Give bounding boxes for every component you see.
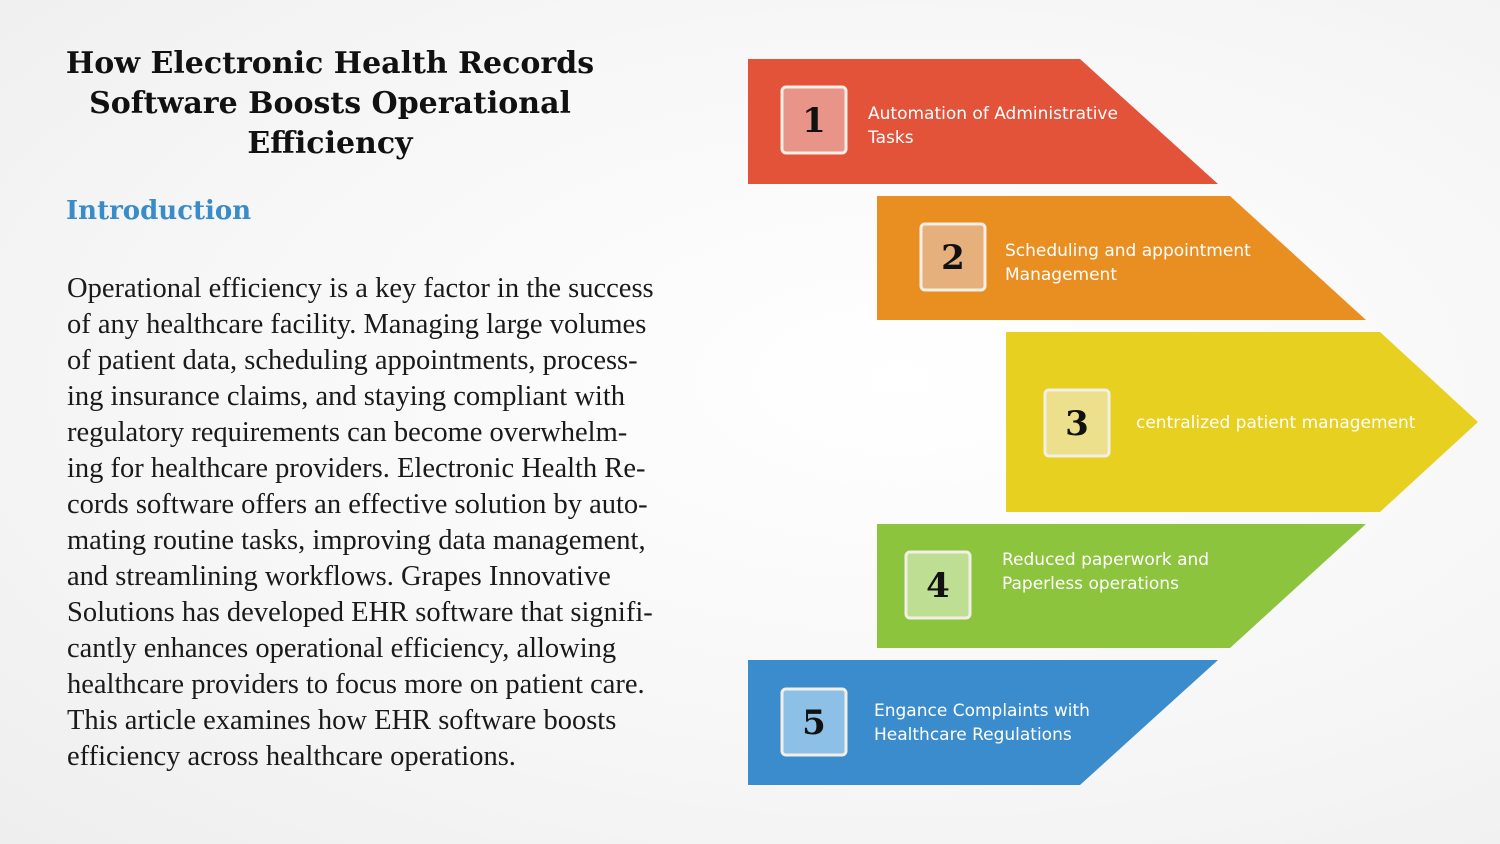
intro-line: healthcare providers to focus more on patient care.	[67, 669, 645, 700]
step-label-line: Engance Complaints with	[874, 701, 1090, 721]
intro-line: ing for healthcare providers. Electronic Health Re-	[67, 453, 646, 484]
step-3	[1006, 332, 1478, 512]
section-heading-introduction: Introduction	[66, 196, 252, 226]
step-number: 3	[1065, 404, 1089, 444]
step-number: 5	[802, 703, 826, 743]
step-label-line: Tasks	[868, 128, 914, 148]
intro-line: of any healthcare facility. Managing large volumes	[67, 309, 647, 340]
intro-line: This article examines how EHR software boosts	[67, 705, 617, 736]
step-number: 4	[926, 566, 950, 606]
step-4	[877, 524, 1366, 648]
title-line-1: How Electronic Health Records	[65, 46, 595, 81]
intro-line: cantly enhances operational efficiency, allowing	[67, 633, 617, 664]
step-label-line: Reduced paperwork and	[1002, 550, 1210, 570]
step-label-line: Scheduling and appointment	[1005, 241, 1251, 261]
intro-line: of patient data, scheduling appointments, process-	[67, 345, 638, 376]
step-1	[748, 59, 1218, 184]
step-label-line: Management	[1005, 265, 1117, 285]
step-label-line: Healthcare Regulations	[874, 725, 1072, 745]
intro-line: Solutions has developed EHR software that signifi-	[67, 597, 653, 628]
intro-line: regulatory requirements can become overwhelm-	[67, 417, 628, 448]
step-label-line: Automation of Administrative	[868, 104, 1118, 124]
step-label-line: centralized patient management	[1136, 413, 1416, 433]
intro-line: cords software offers an effective solution by auto-	[67, 489, 648, 520]
intro-line: ing insurance claims, and staying compliant with	[67, 381, 626, 412]
step-number: 2	[941, 238, 965, 278]
title-line-2: Software Boosts Operational	[89, 86, 571, 121]
intro-line: Operational efficiency is a key factor in the success	[67, 273, 654, 304]
step-number: 1	[802, 101, 826, 141]
intro-line: and streamlining workflows. Grapes Innovative	[67, 561, 611, 592]
intro-line: mating routine tasks, improving data management,	[67, 525, 646, 556]
intro-line: efficiency across healthcare operations.	[67, 741, 516, 772]
title-line-3: Efficiency	[247, 126, 413, 161]
step-2	[877, 196, 1366, 320]
step-5	[748, 660, 1218, 785]
step-label-line: Paperless operations	[1002, 574, 1179, 594]
